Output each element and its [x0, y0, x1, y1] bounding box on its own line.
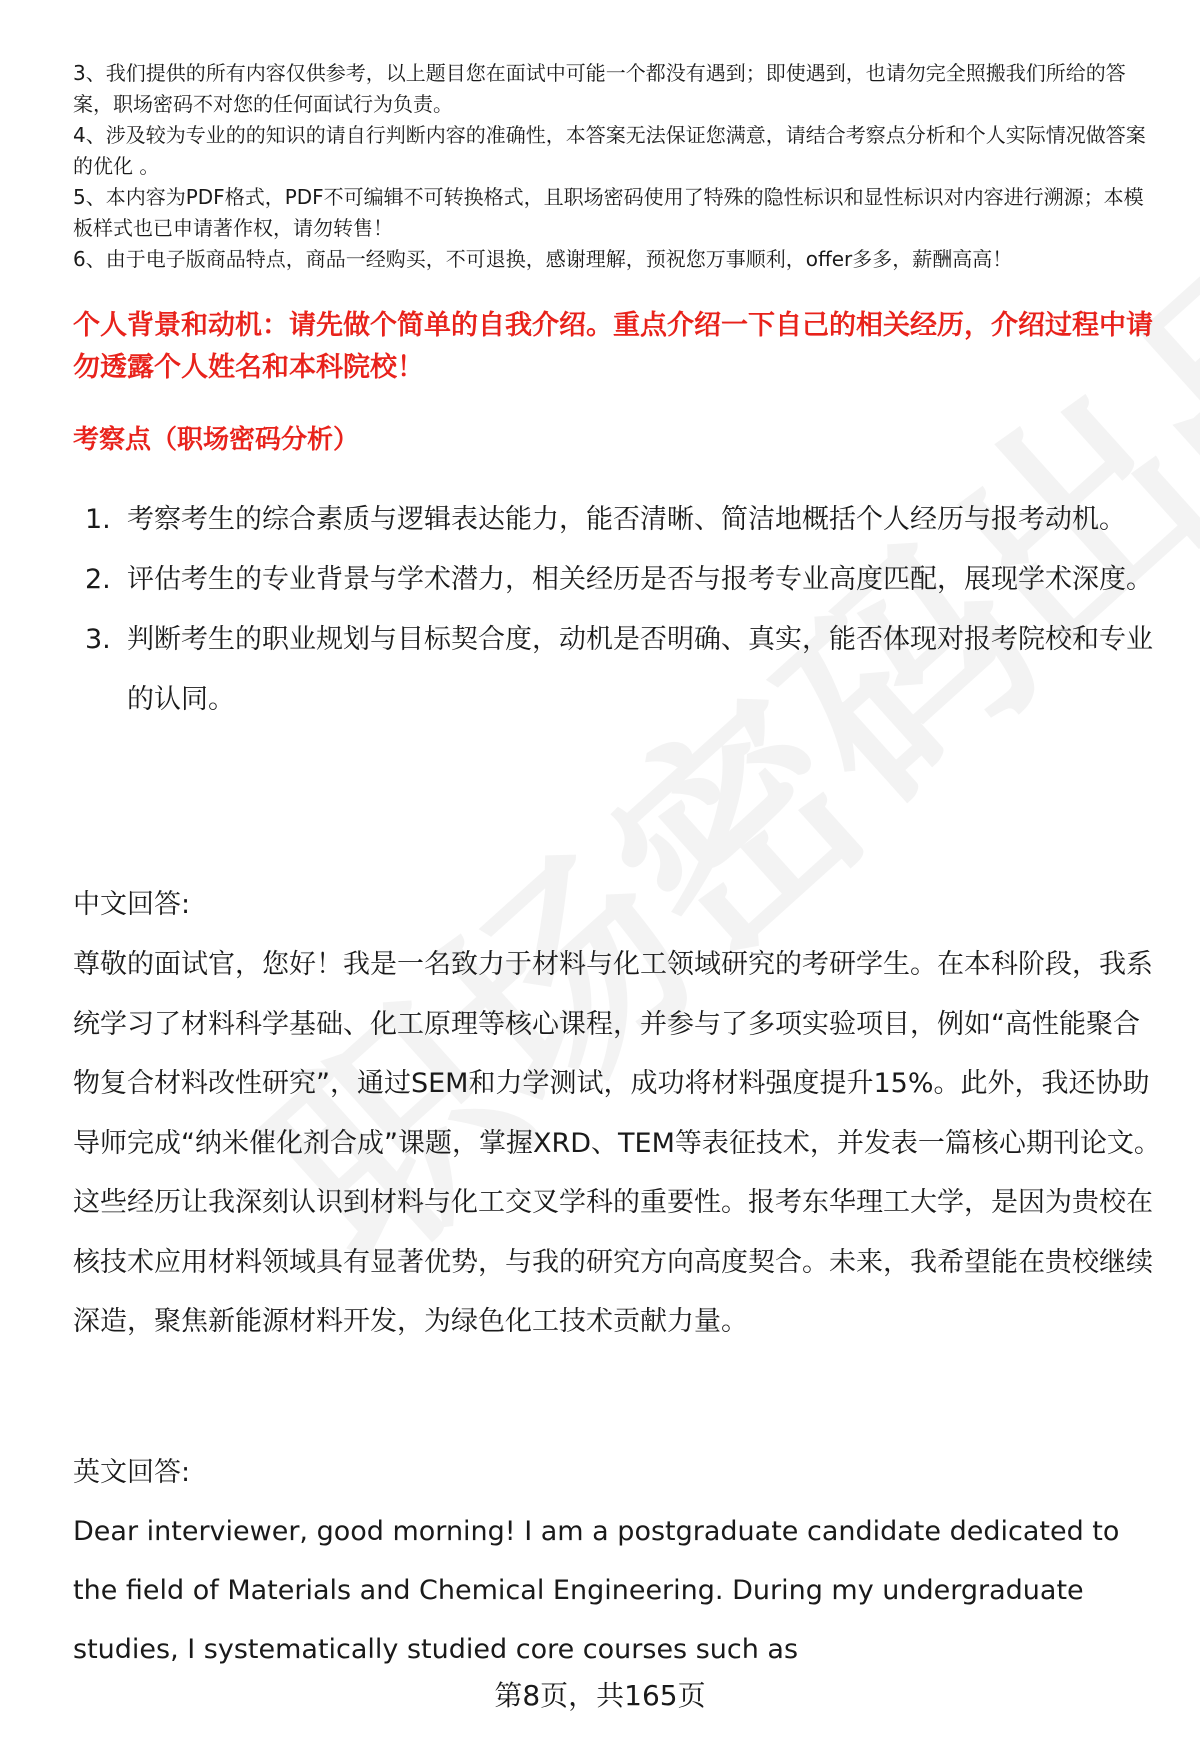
analysis-point: [85, 550, 1160, 610]
point-number: 1.: [85, 504, 111, 535]
point-text: 考察考生的综合素质与逻辑表达能力，能否清晰、简洁地概括个人经历与报考动机。: [127, 504, 1126, 535]
analysis-point: [85, 490, 1160, 550]
chinese-answer-label: 中文回答:: [73, 889, 191, 920]
note-5: 5、本内容为PDF格式，PDF不可编辑不可转换格式，且职场密码使用了特殊的隐性标识和显性标识对内容进行溯源；本模板样式也已申请著作权，请勿转售！: [73, 185, 1144, 240]
chinese-answer: 尊敬的面试官，您好！我是一名致力于材料与化工领域研究的考研学生。在本科阶段，我系统学习了材料科学基础、化工原理等核心课程，并参与了多项实验项目，例如“高性能聚合物复合材料改性研究”，通过SEM和力学测试，成功将材料强度提升15%。此外，我还协助导师完成“纳米催化剂合成”课题，掌握XRD、TEM等表征技术，并发表一篇核心期刊论文。这些经历让我深刻认识到材料与化工交叉学科的重要性。报考东华理工大学，是因为贵校在核技术应用材料领域具有显著优势，与我的研究方向高度契合。未来，我希望能在贵校继续深造，聚焦新能源材料开发，为绿色化工技术贡献力量。: [73, 949, 1161, 1337]
analysis-point: [85, 610, 1160, 730]
analysis-list: [85, 490, 1160, 730]
question-heading: 个人背景和动机：请先做个简单的自我介绍。重点介绍一下自己的相关经历，介绍过程中请勿透露个人姓名和本科院校！: [73, 310, 1153, 383]
note-6: 6、由于电子版商品特点，商品一经购买，不可退换，感谢理解，预祝您万事顺利，offer多多，薪酬高高！: [73, 247, 1013, 271]
english-answer: Dear interviewer, good morning! I am a postgraduate candidate dedicated to the field of Materials and Chemical Engineering. During my undergraduate studies, I systematically studied core courses such as: [73, 1516, 1120, 1665]
point-text: 评估考生的专业背景与学术潜力，相关经历是否与报考专业高度匹配，展现学术深度。: [127, 564, 1153, 595]
point-number: 2.: [85, 564, 111, 595]
point-number: 3.: [85, 624, 111, 655]
note-4: 4、涉及较为专业的的知识的请自行判断内容的准确性，本答案无法保证您满意，请结合考察点分析和个人实际情况做答案的优化 。: [73, 123, 1146, 178]
analysis-title: 考察点（职场密码分析）: [73, 425, 360, 455]
english-answer-label: 英文回答:: [73, 1457, 191, 1488]
point-text: 判断考生的职业规划与目标契合度，动机是否明确、真实，能否体现对报考院校和专业的认同。: [127, 624, 1153, 715]
notes-section: [73, 58, 1158, 275]
page-number: 第8页，共165页: [494, 1679, 706, 1712]
note-3: 3、我们提供的所有内容仅供参考，以上题目您在面试中可能一个都没有遇到；即使遇到，也请勿完全照搬我们所给的答案，职场密码不对您的任何面试行为负责。: [73, 61, 1126, 116]
